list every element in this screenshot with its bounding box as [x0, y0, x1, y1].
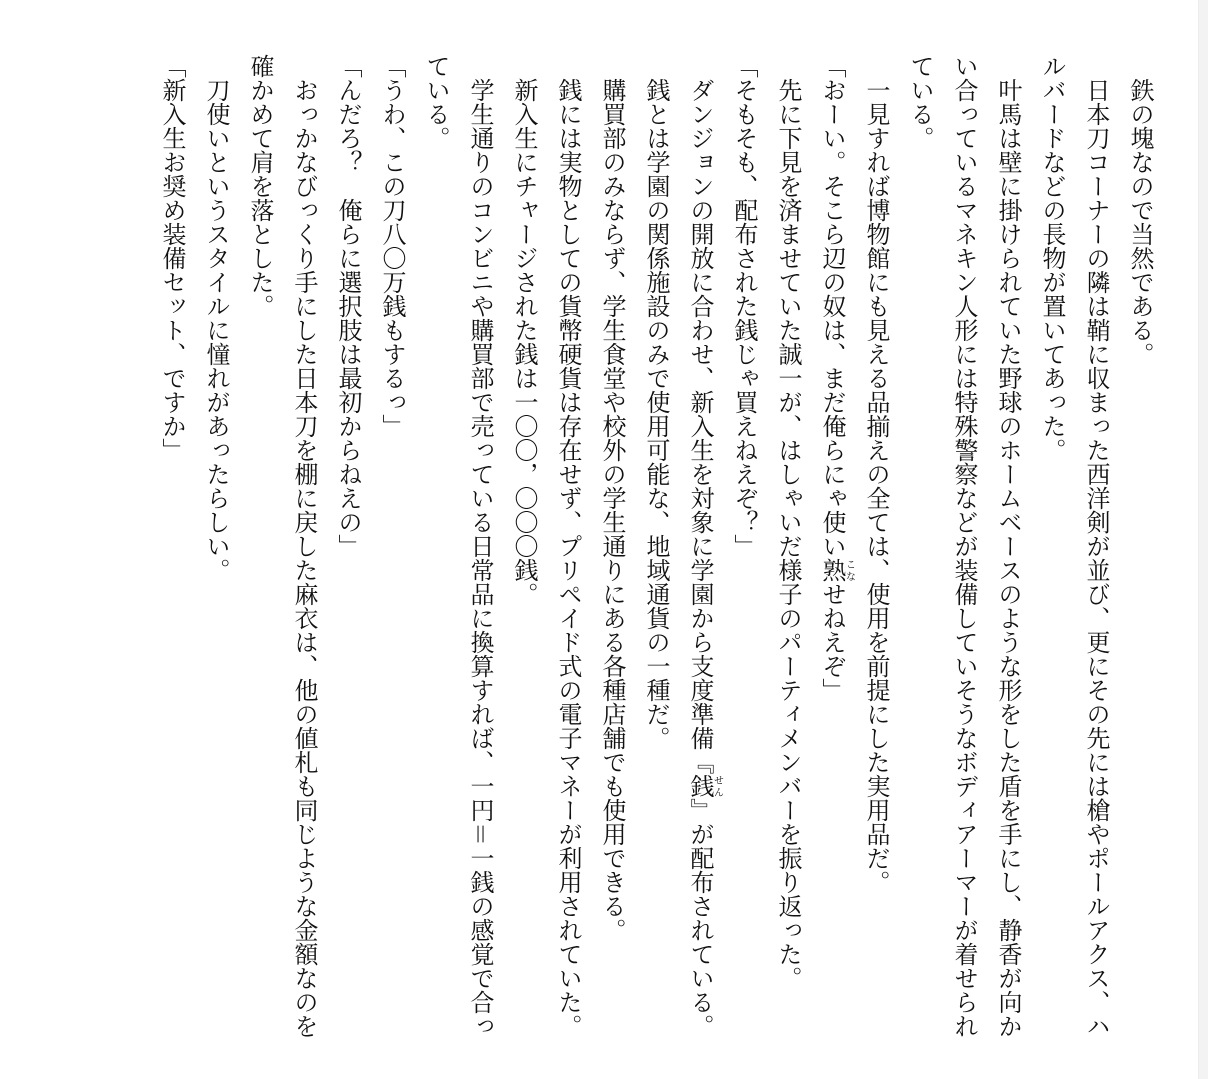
paragraph: 新入生にチャージされた銭は一〇〇，〇〇〇銭。 [510, 78, 538, 606]
text-span: せねえぞ」 [818, 582, 846, 702]
paragraph: 一見すれば博物館にも見える品揃えの全ては、使用を前提にした実用品だ。 [862, 78, 890, 894]
text-span: ダンジョンの開放に合わせ、新入生を対象に学園から支度準備『 [686, 78, 714, 774]
ruby-reading: せん [711, 774, 723, 798]
paragraph: 銭とは学園の関係施設のみで使用可能な、地域通貨の一種だ。 [642, 78, 670, 750]
dialogue-paragraph: 「そもそも、配布された銭じゃ買えねえぞ？」 [730, 54, 758, 558]
paragraph: 銭には実物としての貨幣硬貨は存在せず、プリペイド式の電子マネーが利用されていた。 [554, 78, 582, 1038]
ruby-word [686, 774, 723, 798]
dialogue-paragraph: 「新入生お奨め装備セット、ですか」 [158, 54, 186, 462]
paragraph: 日本刀コーナーの隣は鞘に収まった西洋剣が並び、更にその先には槍やポールアクス、ハルバードなどの長物が置いてあった。 [1038, 54, 1110, 1038]
vertical-text-page [150, 54, 1162, 1044]
paragraph: 鉄の塊なので当然である。 [1126, 78, 1154, 366]
paragraph: 叶馬は壁に掛けられていた野球のホームベースのような形をした盾を手にし、静香が向かい合っているマネキン人形には特殊警察などが装備していそうなボディアーマーが着せられている。 [906, 54, 1022, 1038]
text-span: 「おーい。そこら辺の奴は、まだ俺らにゃ使い [818, 54, 846, 558]
ruby-base: 熟 [818, 558, 846, 582]
text-span: 』が配布されている。 [686, 798, 714, 1038]
scrollbar-track[interactable] [1198, 0, 1208, 1079]
paragraph: 購買部のみならず、学生食堂や校外の学生通りにある各種店舗でも使用できる。 [598, 78, 626, 942]
paragraph [678, 54, 722, 1044]
paragraph: 学生通りのコンビニや購買部で売っている日常品に換算すれば、一円＝一銭の感覚で合っている。 [422, 54, 494, 1038]
ruby-word [818, 558, 855, 582]
paragraph: 刀使いというスタイルに憧れがあったらしい。 [202, 78, 230, 582]
paragraph: おっかなびっくり手にした日本刀を棚に戻した麻衣は、他の値札も同じような金額なのを確かめて肩を落とした。 [246, 54, 318, 1038]
paragraph: 先に下見を済ませていた誠一が、はしゃいだ様子のパーティメンバーを振り返った。 [774, 78, 802, 990]
dialogue-paragraph [810, 54, 854, 1044]
ruby-reading: こな [843, 558, 855, 582]
dialogue-paragraph: 「んだろ？ 俺らに選択肢は最初からねえの」 [334, 54, 362, 558]
ruby-base: 銭 [686, 774, 714, 798]
dialogue-paragraph: 「うわ、この刀八〇万銭もするっ」 [378, 54, 406, 438]
